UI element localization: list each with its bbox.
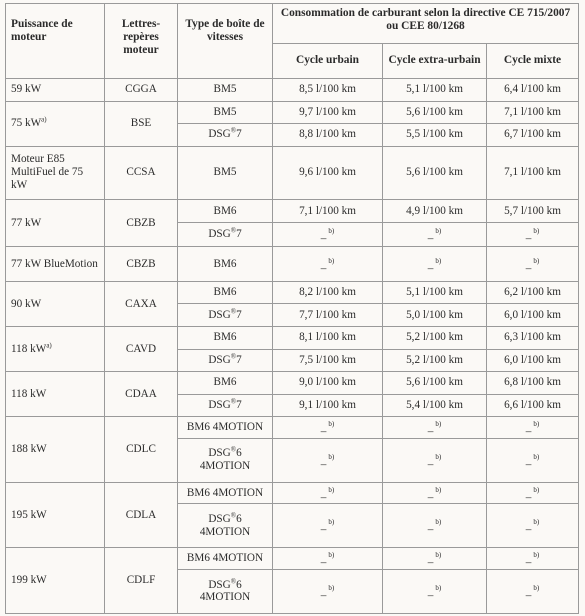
gearbox-drive: 4MOTION (199, 525, 251, 538)
gearbox-cell: BM6 4MOTION (178, 417, 273, 439)
gearbox-cell (178, 504, 273, 548)
header-letters: Lettres-repères moteur (105, 4, 178, 79)
extra-urban-cell: 5,5 l/100 km (383, 124, 487, 147)
power-cell: 90 kW (6, 281, 105, 326)
urban-cell: 8,5 l/100 km (273, 79, 383, 102)
urban-cell (273, 223, 383, 247)
engine-code-cell: CBZB (105, 247, 178, 282)
gearbox-cell: BM6 (178, 281, 273, 304)
mixed-cell (487, 569, 579, 613)
footnote-b: b) (328, 551, 335, 560)
power-cell: 118 kW (6, 372, 105, 417)
gearbox-name: DSG (208, 353, 231, 366)
urban-cell: 7,7 l/100 km (273, 304, 383, 327)
table-row (6, 482, 579, 504)
engine-code-cell: CAXA (105, 281, 178, 326)
table-row (6, 281, 579, 304)
header-urban-cycle: Cycle urbain (273, 44, 383, 79)
footnote-b: b) (328, 420, 335, 429)
dash: _ (525, 454, 532, 467)
registered-mark: ® (230, 397, 237, 406)
dash: _ (427, 487, 434, 500)
mixed-cell: 7,1 l/100 km (487, 146, 579, 199)
extra-urban-cell: 5,2 l/100 km (383, 349, 487, 372)
extra-urban-cell (383, 223, 487, 247)
power-cell: 199 kW (6, 548, 105, 614)
extra-urban-cell: 5,4 l/100 km (383, 394, 487, 417)
urban-cell (273, 417, 383, 439)
footnote-b: b) (328, 485, 335, 494)
registered-mark: ® (230, 445, 237, 454)
dash: _ (320, 229, 327, 242)
urban-cell: 8,8 l/100 km (273, 124, 383, 147)
footnote-b: b) (533, 420, 540, 429)
power-cell: 195 kW (6, 482, 105, 548)
gearbox-cell: BM5 (178, 79, 273, 102)
engine-code-cell: BSE (105, 101, 178, 146)
urban-cell (273, 569, 383, 613)
footnote-b: b) (435, 420, 442, 429)
footnote-b: b) (533, 584, 540, 593)
registered-mark: ® (230, 352, 237, 361)
header-gearbox: Type de boîte de vitesses (178, 4, 273, 79)
footnote-b: b) (533, 452, 540, 461)
gearbox-cell: BM5 (178, 146, 273, 199)
gearbox-name: DSG (208, 128, 231, 141)
extra-urban-cell: 5,1 l/100 km (383, 79, 487, 102)
power-value: 75 kW (11, 117, 42, 130)
gearbox-cell: BM6 (178, 247, 273, 282)
gearbox-suffix: 7 (236, 398, 242, 411)
footnote-a: a) (46, 340, 52, 349)
gearbox-cell: BM6 (178, 326, 273, 349)
footnote-b: b) (328, 256, 335, 265)
table-row (6, 372, 579, 395)
gearbox-name: DSG (208, 447, 231, 460)
mixed-cell (487, 504, 579, 548)
power-cell: 77 kW BlueMotion (6, 247, 105, 282)
gearbox-cell: BM6 4MOTION (178, 548, 273, 570)
mixed-cell: 5,7 l/100 km (487, 199, 579, 223)
power-value: 118 kW (11, 342, 47, 355)
mixed-cell: 6,4 l/100 km (487, 79, 579, 102)
mixed-cell: 7,1 l/100 km (487, 101, 579, 124)
consumption-table (5, 3, 579, 614)
mixed-cell (487, 482, 579, 504)
footnote-b: b) (328, 227, 335, 236)
dash: _ (320, 421, 327, 434)
engine-code-cell: CDAA (105, 372, 178, 417)
urban-cell (273, 548, 383, 570)
power-cell: Moteur E85 MultiFuel de 75 kW (6, 146, 105, 199)
dash: _ (525, 487, 532, 500)
power-cell (6, 326, 105, 371)
dash: _ (427, 229, 434, 242)
gearbox-name: DSG (208, 512, 231, 525)
dash: _ (427, 520, 434, 533)
mixed-cell (487, 417, 579, 439)
footnote-b: b) (435, 227, 442, 236)
extra-urban-cell: 5,6 l/100 km (383, 101, 487, 124)
power-cell: 59 kW (6, 79, 105, 102)
urban-cell: 8,1 l/100 km (273, 326, 383, 349)
footnote-b: b) (328, 584, 335, 593)
dash: _ (320, 258, 327, 271)
footnote-b: b) (328, 518, 335, 527)
dash: _ (320, 454, 327, 467)
footnote-b: b) (435, 551, 442, 560)
extra-urban-cell: 4,9 l/100 km (383, 199, 487, 223)
mixed-cell (487, 438, 579, 482)
footnote-b: b) (435, 518, 442, 527)
extra-urban-cell: 5,0 l/100 km (383, 304, 487, 327)
registered-mark: ® (230, 226, 237, 235)
footnote-b: b) (533, 551, 540, 560)
urban-cell: 9,6 l/100 km (273, 146, 383, 199)
gearbox-cell: BM5 (178, 101, 273, 124)
gearbox-suffix: 7 (236, 308, 242, 321)
power-cell: 77 kW (6, 199, 105, 246)
mixed-cell (487, 247, 579, 282)
dash: _ (427, 553, 434, 566)
gearbox-suffix: 6 (236, 447, 242, 460)
urban-cell: 9,0 l/100 km (273, 372, 383, 395)
engine-code-cell: CDLC (105, 417, 178, 483)
gearbox-name: DSG (208, 398, 231, 411)
extra-urban-cell (383, 548, 487, 570)
table-row (6, 247, 579, 282)
gearbox-cell (178, 394, 273, 417)
footnote-b: b) (533, 256, 540, 265)
footnote-b: b) (533, 518, 540, 527)
gearbox-cell (178, 569, 273, 613)
registered-mark: ® (230, 126, 237, 135)
extra-urban-cell: 5,6 l/100 km (383, 146, 487, 199)
header-mixed-cycle: Cycle mixte (487, 44, 579, 79)
dash: _ (525, 520, 532, 533)
dash: _ (525, 553, 532, 566)
extra-urban-cell: 5,6 l/100 km (383, 372, 487, 395)
extra-urban-cell (383, 569, 487, 613)
engine-code-cell: CGGA (105, 79, 178, 102)
mixed-cell: 6,0 l/100 km (487, 349, 579, 372)
dash: _ (427, 454, 434, 467)
dash: _ (320, 553, 327, 566)
mixed-cell (487, 548, 579, 570)
gearbox-drive: 4MOTION (199, 460, 251, 473)
table-row (6, 548, 579, 570)
engine-code-cell: CBZB (105, 199, 178, 246)
header-extra-urban-cycle: Cycle extra-urbain (383, 44, 487, 79)
mixed-cell: 6,7 l/100 km (487, 124, 579, 147)
gearbox-cell: BM6 (178, 199, 273, 223)
gearbox-cell (178, 349, 273, 372)
engine-code-cell: CCSA (105, 146, 178, 199)
table-row (6, 417, 579, 439)
footnote-b: b) (533, 485, 540, 494)
footnote-b: b) (435, 452, 442, 461)
urban-cell (273, 247, 383, 282)
gearbox-cell (178, 304, 273, 327)
extra-urban-cell (383, 417, 487, 439)
urban-cell: 9,7 l/100 km (273, 101, 383, 124)
table-row (6, 101, 579, 124)
dash: _ (320, 520, 327, 533)
urban-cell: 7,1 l/100 km (273, 199, 383, 223)
footnote-a: a) (41, 115, 47, 124)
gearbox-name: DSG (208, 228, 231, 241)
mixed-cell: 6,0 l/100 km (487, 304, 579, 327)
table-row (6, 146, 579, 199)
gearbox-suffix: 6 (236, 578, 242, 591)
registered-mark: ® (230, 576, 237, 585)
dash: _ (525, 229, 532, 242)
footnote-b: b) (328, 452, 335, 461)
header-consumption: Consommation de carburant selon la directive CE 715/2007 ou CEE 80/1268 (273, 4, 579, 44)
gearbox-cell: BM6 (178, 372, 273, 395)
footnote-b: b) (435, 485, 442, 494)
mixed-cell (487, 223, 579, 247)
engine-code-cell: CDLF (105, 548, 178, 614)
dash: _ (525, 585, 532, 598)
gearbox-suffix: 7 (236, 353, 242, 366)
gearbox-suffix: 7 (236, 228, 242, 241)
table-row (6, 199, 579, 223)
urban-cell (273, 438, 383, 482)
extra-urban-cell (383, 482, 487, 504)
gearbox-cell (178, 223, 273, 247)
dash: _ (525, 421, 532, 434)
mixed-cell: 6,3 l/100 km (487, 326, 579, 349)
urban-cell (273, 482, 383, 504)
urban-cell: 7,5 l/100 km (273, 349, 383, 372)
gearbox-cell: BM6 4MOTION (178, 482, 273, 504)
table-row (6, 326, 579, 349)
urban-cell: 9,1 l/100 km (273, 394, 383, 417)
header-power: Puissance de moteur (6, 4, 105, 79)
dash: _ (525, 258, 532, 271)
gearbox-name: DSG (208, 578, 231, 591)
table-row (6, 79, 579, 102)
engine-code-cell: CAVD (105, 326, 178, 371)
urban-cell (273, 504, 383, 548)
footnote-b: b) (533, 227, 540, 236)
gearbox-cell (178, 124, 273, 147)
gearbox-name: DSG (208, 308, 231, 321)
dash: _ (320, 487, 327, 500)
extra-urban-cell (383, 438, 487, 482)
engine-code-cell: CDLA (105, 482, 178, 548)
mixed-cell: 6,2 l/100 km (487, 281, 579, 304)
gearbox-drive: 4MOTION (199, 591, 251, 604)
mixed-cell: 6,6 l/100 km (487, 394, 579, 417)
gearbox-cell (178, 438, 273, 482)
power-cell (6, 101, 105, 146)
dash: _ (427, 585, 434, 598)
dash: _ (320, 585, 327, 598)
footnote-b: b) (435, 584, 442, 593)
registered-mark: ® (230, 307, 237, 316)
dash: _ (427, 421, 434, 434)
extra-urban-cell: 5,2 l/100 km (383, 326, 487, 349)
urban-cell: 8,2 l/100 km (273, 281, 383, 304)
extra-urban-cell: 5,1 l/100 km (383, 281, 487, 304)
gearbox-suffix: 7 (236, 128, 242, 141)
extra-urban-cell (383, 247, 487, 282)
power-cell: 188 kW (6, 417, 105, 483)
dash: _ (427, 258, 434, 271)
mixed-cell: 6,8 l/100 km (487, 372, 579, 395)
extra-urban-cell (383, 504, 487, 548)
footnote-b: b) (435, 256, 442, 265)
registered-mark: ® (230, 511, 237, 520)
gearbox-suffix: 6 (236, 512, 242, 525)
